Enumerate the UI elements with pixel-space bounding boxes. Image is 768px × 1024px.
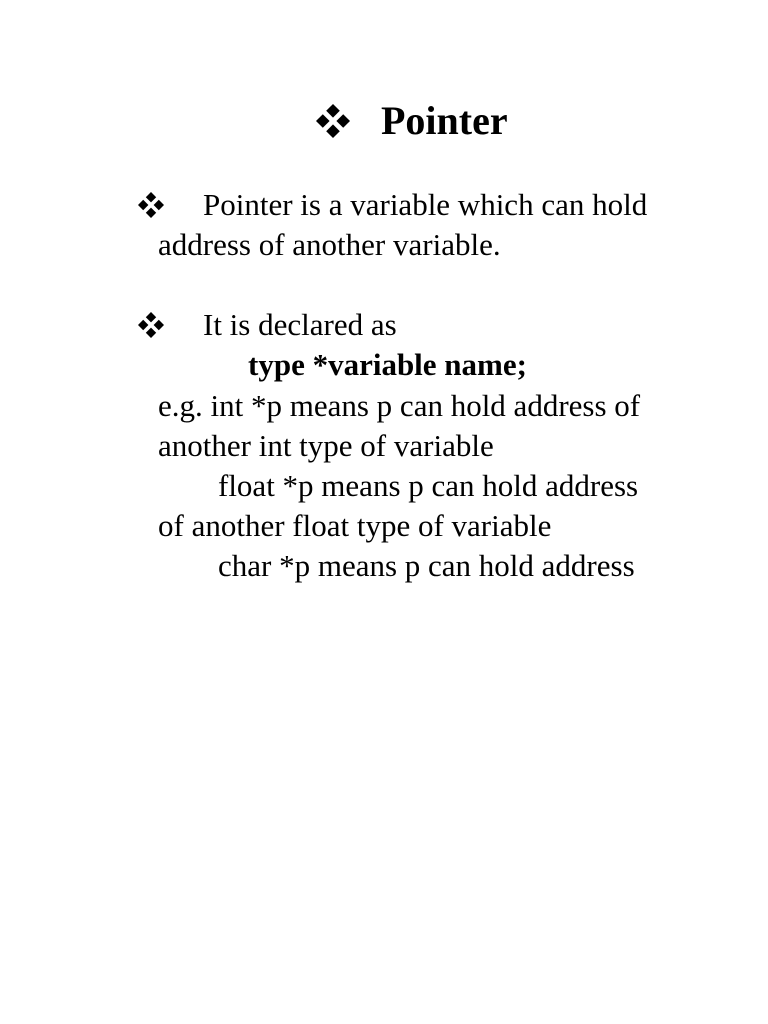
- slide-title-row: [316, 94, 508, 148]
- four-diamond-bullet-icon: [138, 192, 164, 218]
- four-diamond-bullet-icon: [138, 312, 164, 338]
- four-diamond-bullet-icon: [316, 104, 350, 138]
- example-line-3: float *p means p can hold address: [218, 468, 639, 503]
- example-line-2: another int type of variable: [158, 428, 494, 463]
- slide-title: Pointer: [381, 98, 508, 143]
- declaration-syntax: type *variable name;: [248, 347, 527, 382]
- example-line-4: of another float type of variable: [158, 508, 552, 543]
- example-line-1: e.g. int *p means p can hold address of: [158, 388, 641, 423]
- point1-line2: address of another variable.: [158, 227, 501, 262]
- point2-intro: It is declared as: [203, 307, 397, 342]
- example-line-5: char *p means p can hold address: [218, 548, 635, 583]
- point1-line1: Pointer is a variable which can hold: [203, 187, 648, 222]
